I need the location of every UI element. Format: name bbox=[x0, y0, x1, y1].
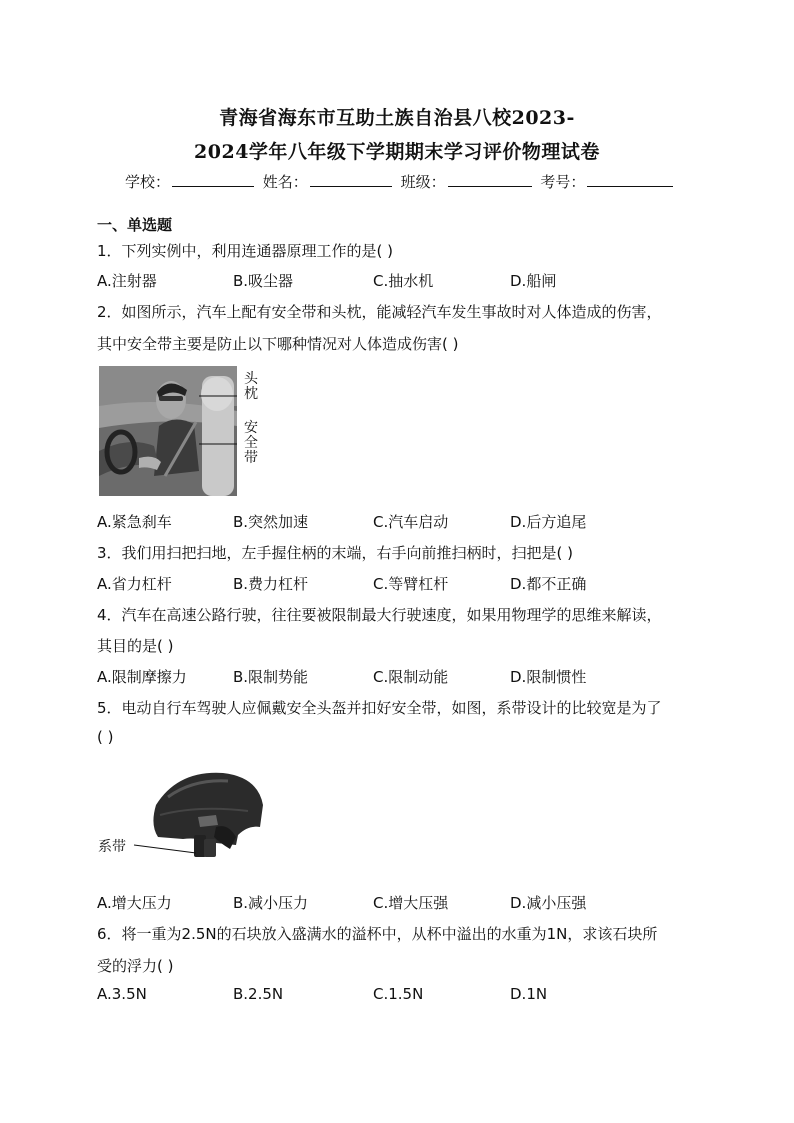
school-label: 学校： bbox=[125, 173, 171, 191]
option-c[interactable]: C.限制动能 bbox=[373, 668, 449, 686]
headrest-label: 头枕 bbox=[244, 371, 258, 402]
option-b[interactable]: B.2.5N bbox=[233, 985, 284, 1003]
school-blank[interactable] bbox=[172, 172, 254, 187]
option-a[interactable]: A.增大压力 bbox=[97, 894, 172, 912]
option-a[interactable]: A.3.5N bbox=[97, 985, 147, 1003]
option-c[interactable]: C.1.5N bbox=[373, 985, 424, 1003]
car-seat-illustration bbox=[99, 366, 237, 496]
question-2-text-line2: 其中安全带主要是防止以下哪种情况对人体造成伤害( ) bbox=[97, 335, 459, 353]
option-b[interactable]: B.减小压力 bbox=[233, 894, 309, 912]
option-b[interactable]: B.吸尘器 bbox=[233, 272, 294, 290]
question-6-text-line2: 受的浮力( ) bbox=[97, 957, 174, 975]
option-a[interactable]: A.省力杠杆 bbox=[97, 575, 172, 593]
section-heading: 一、单选题 bbox=[97, 216, 173, 234]
name-blank[interactable] bbox=[310, 172, 392, 187]
option-c[interactable]: C.抽水机 bbox=[373, 272, 434, 290]
option-c[interactable]: C.汽车启动 bbox=[373, 513, 449, 531]
option-b[interactable]: B.费力杠杆 bbox=[233, 575, 309, 593]
option-c[interactable]: C.增大压强 bbox=[373, 894, 449, 912]
question-5-text-line2: ( ) bbox=[97, 728, 114, 746]
option-d[interactable]: D.限制惯性 bbox=[510, 668, 587, 686]
option-d[interactable]: D.减小压强 bbox=[510, 894, 587, 912]
seatbelt-label: 安全带 bbox=[244, 420, 258, 466]
class-blank[interactable] bbox=[448, 172, 532, 187]
question-3-text: 3．我们用扫把扫地，左手握住柄的末端，右手向前推扫柄时，扫把是( ) bbox=[97, 544, 574, 562]
exam-title-line1: 青海省海东市互助土族自治县八校2023- bbox=[219, 107, 575, 129]
option-d[interactable]: D.都不正确 bbox=[510, 575, 587, 593]
question-6-text-line1: 6．将一重为2.5N的石块放入盛满水的溢杯中，从杯中溢出的水重为1N，求该石块所 bbox=[97, 925, 658, 943]
option-d[interactable]: D.船闸 bbox=[510, 272, 557, 290]
car-seat-photo bbox=[99, 366, 237, 496]
option-b[interactable]: B.突然加速 bbox=[233, 513, 309, 531]
option-c[interactable]: C.等臂杠杆 bbox=[373, 575, 449, 593]
question-1-text: 1．下列实例中，利用连通器原理工作的是( ) bbox=[97, 242, 394, 260]
question-5-text-line1: 5．电动自行车驾驶人应佩戴安全头盔并扣好安全带，如图，系带设计的比较宽是为了 bbox=[97, 699, 662, 717]
option-a[interactable]: A.紧急刹车 bbox=[97, 513, 172, 531]
option-d[interactable]: D.1N bbox=[510, 985, 548, 1003]
option-a[interactable]: A.注射器 bbox=[97, 272, 157, 290]
exam-title-line2: 2024学年八年级下学期期末学习评价物理试卷 bbox=[194, 141, 600, 163]
strap-label: 系带 bbox=[98, 839, 126, 855]
number-blank[interactable] bbox=[587, 172, 673, 187]
question-2-text-line1: 2．如图所示，汽车上配有安全带和头枕，能减轻汽车发生事故时对人体造成的伤害， bbox=[97, 303, 662, 321]
helmet-figure bbox=[98, 765, 278, 879]
student-info-row bbox=[125, 171, 677, 192]
question-4-text-line1: 4．汽车在高速公路行驶，往往要被限制最大行驶速度，如果用物理学的思维来解读， bbox=[97, 606, 662, 624]
option-b[interactable]: B.限制势能 bbox=[233, 668, 309, 686]
question-4-text-line2: 其目的是( ) bbox=[97, 637, 174, 655]
helmet-illustration bbox=[98, 765, 278, 875]
option-d[interactable]: D.后方追尾 bbox=[510, 513, 587, 531]
name-label: 姓名： bbox=[262, 173, 308, 191]
number-label: 考号： bbox=[540, 173, 586, 191]
class-label: 班级： bbox=[400, 173, 446, 191]
option-a[interactable]: A.限制摩擦力 bbox=[97, 668, 187, 686]
